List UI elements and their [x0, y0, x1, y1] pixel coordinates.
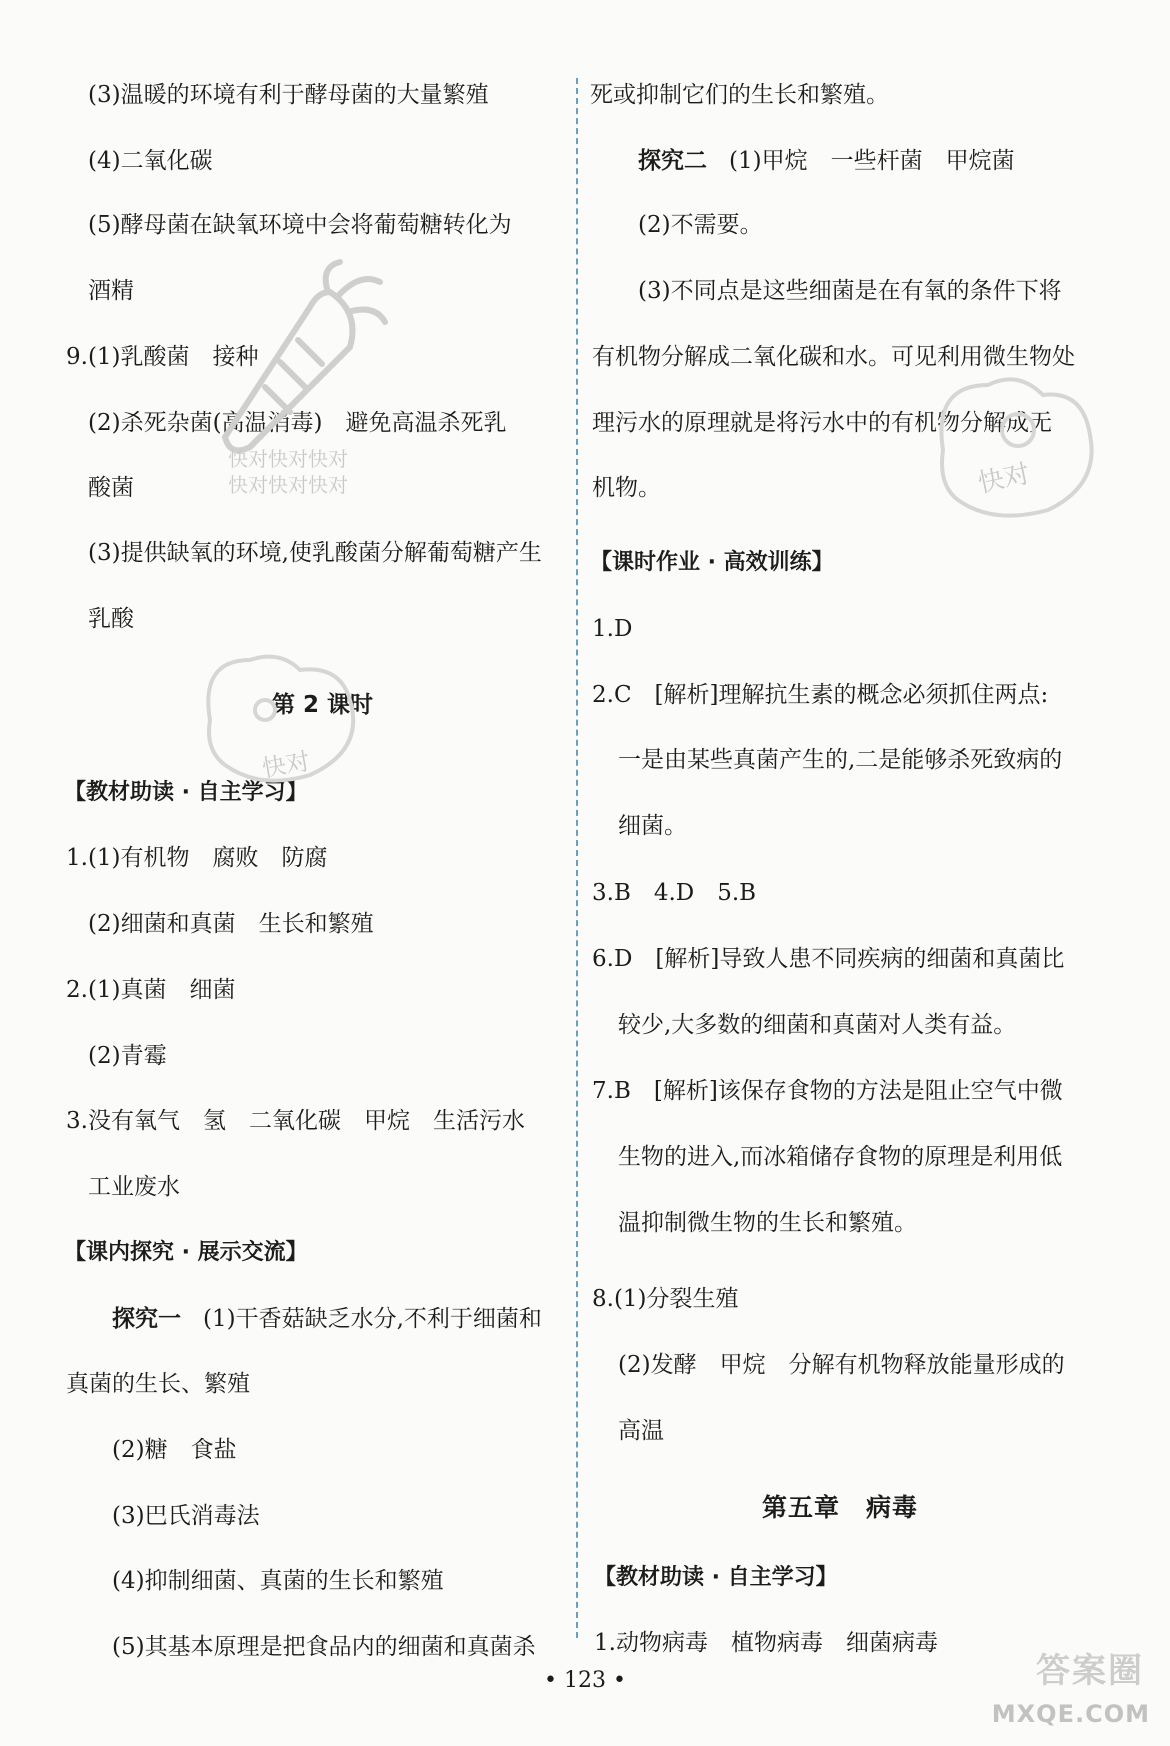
explore-label: 探究二 — [638, 148, 707, 174]
answer-line: 酸菌 — [88, 475, 134, 501]
answer-line: 2.C [解析]理解抗生素的概念必须抓住两点: — [592, 682, 1049, 708]
watermark-stamp-text: 快对 — [975, 458, 1033, 500]
answer-line: (3)巴氏消毒法 — [112, 1503, 260, 1529]
answer-line: 9.(1)乳酸菌 接种 — [66, 344, 259, 370]
answer-line: 6.D [解析]导致人患不同疾病的细菌和真菌比 — [592, 946, 1065, 972]
answer-line — [638, 146, 1015, 176]
answer-line: 死或抑制它们的生长和繁殖。 — [590, 82, 889, 108]
answer-line: 乳酸 — [88, 606, 134, 632]
answer-line: 7.B [解析]该保存食物的方法是阻止空气中微 — [592, 1078, 1063, 1104]
section-heading: 【教材助读 · 自主学习】 — [64, 780, 308, 805]
page-number: • 123 • — [544, 1668, 626, 1693]
answer-line: (5)酵母菌在缺氧环境中会将葡萄糖转化为 — [88, 212, 512, 238]
answer-line: (4)二氧化碳 — [88, 148, 213, 174]
section-heading: 【课内探究 · 展示交流】 — [64, 1240, 308, 1265]
answer-line: 温抑制微生物的生长和繁殖。 — [618, 1210, 917, 1236]
answer-line: 高温 — [618, 1418, 664, 1444]
answer-line: 一是由某些真菌产生的,二是能够杀死致病的 — [618, 747, 1063, 773]
answer-line: (5)其基本原理是把食品内的细菌和真菌杀 — [112, 1634, 536, 1660]
section-heading: 【课时作业 · 高效训练】 — [590, 550, 834, 575]
answer-line: 1.D — [592, 616, 633, 642]
answer-line: (2)细菌和真菌 生长和繁殖 — [88, 911, 374, 937]
answer-line: 机物。 — [592, 475, 661, 501]
answer-line: 2.(1)真菌 细菌 — [66, 977, 236, 1003]
watermark-stamp-text: 快对 — [259, 747, 313, 783]
answer-line: (2)糖 食盐 — [112, 1437, 237, 1463]
answer-line: (2)发酵 甲烷 分解有机物释放能量形成的 — [618, 1352, 1065, 1378]
carrot-watermark-icon — [210, 252, 400, 462]
answer-line: (3)温暖的环境有利于酵母菌的大量繁殖 — [88, 82, 489, 108]
watermark-text: 快对快对快对 — [228, 473, 348, 497]
logo-url: MXQE.COM — [991, 1700, 1150, 1728]
answer-line: (4)抑制细菌、真菌的生长和繁殖 — [112, 1568, 444, 1594]
answer-line: 8.(1)分裂生殖 — [592, 1286, 739, 1312]
answer-line: 细菌。 — [618, 813, 687, 839]
answer-line: 生物的进入,而冰箱储存食物的原理是利用低 — [618, 1144, 1063, 1170]
answer-text: (1)干香菇缺乏水分,不利于细菌和 — [203, 1306, 542, 1332]
answer-line: 1.(1)有机物 腐败 防腐 — [66, 845, 328, 871]
answer-line: (2)不需要。 — [638, 212, 763, 238]
site-logo-watermark — [984, 1644, 1164, 1740]
section-heading: 【教材助读 · 自主学习】 — [594, 1565, 838, 1590]
answer-line: 较少,大多数的细菌和真菌对人类有益。 — [618, 1012, 1017, 1038]
lesson-heading: 第 2 课时 — [272, 692, 374, 718]
answer-line: (3)不同点是这些细菌是在有氧的条件下将 — [638, 278, 1062, 304]
watermark-text: 快对快对快对 — [228, 447, 348, 471]
answer-line: 3.B 4.D 5.B — [592, 880, 757, 906]
explore-label: 探究一 — [112, 1306, 181, 1332]
answer-line: 有机物分解成二氧化碳和水。可见利用微生物处 — [592, 344, 1075, 370]
bunny-watermark-icon — [918, 360, 1108, 530]
answer-text: (1)甲烷 一些杆菌 甲烷菌 — [729, 148, 1015, 174]
answer-line: 理污水的原理就是将污水中的有机物分解成无 — [592, 410, 1052, 436]
answer-line: (3)提供缺氧的环境,使乳酸菌分解葡萄糖产生 — [88, 540, 542, 566]
answer-line: 3.没有氧气 氢 二氧化碳 甲烷 生活污水 — [66, 1108, 525, 1134]
answer-line: (2)杀死杂菌(高温消毒) 避免高温杀死乳 — [88, 410, 507, 436]
answer-line: 真菌的生长、繁殖 — [66, 1371, 250, 1397]
answer-line: 工业废水 — [88, 1174, 180, 1200]
answer-line — [112, 1304, 542, 1334]
answer-line: (2)青霉 — [88, 1043, 167, 1069]
logo-text: 答案圈 — [1036, 1651, 1144, 1691]
answer-line: 1.动物病毒 植物病毒 细菌病毒 — [594, 1630, 938, 1656]
column-divider — [576, 78, 578, 1638]
chapter-heading: 第五章 病毒 — [762, 1493, 919, 1522]
answer-line: 酒精 — [88, 278, 134, 304]
